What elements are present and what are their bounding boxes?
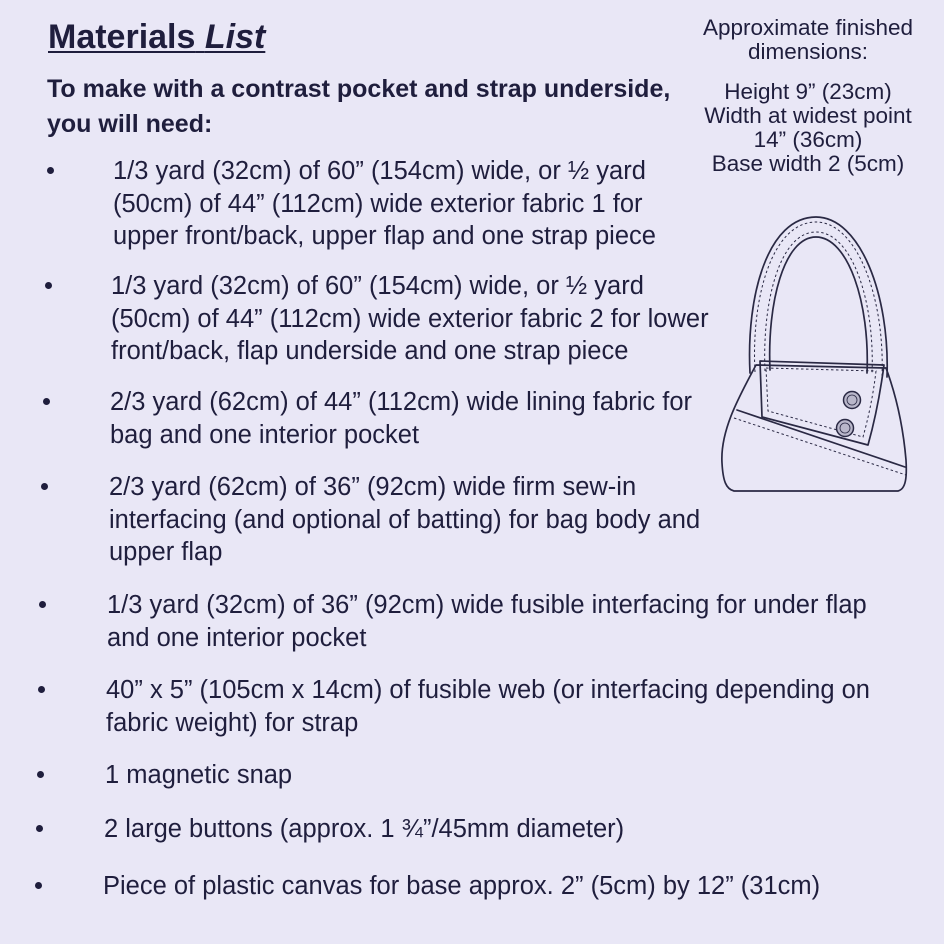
list-item-line: 2/3 yard (62cm) of 44” (112cm) wide lining fabric for bbox=[110, 388, 693, 416]
dimensions-heading-line: Approximate finished bbox=[702, 15, 914, 40]
bullet-dot-icon bbox=[45, 282, 52, 289]
bullet-dot-icon bbox=[37, 771, 44, 778]
list-item bbox=[0, 270, 944, 365]
dimension-base-width: Base width 2 (5cm) bbox=[711, 151, 905, 176]
strap-inner-edge bbox=[770, 237, 868, 373]
list-item-line: 40” x 5” (105cm x 14cm) of fusible web (or interfacing depending on bbox=[106, 676, 870, 704]
dimensions-heading bbox=[690, 16, 926, 64]
bullet-dot-icon bbox=[41, 483, 48, 490]
dimensions-values bbox=[690, 80, 926, 176]
list-item-text bbox=[105, 759, 292, 792]
handbag-icon bbox=[710, 205, 920, 505]
intro-line: To make with a contrast pocket and strap underside, bbox=[47, 75, 671, 103]
list-item-text bbox=[107, 589, 867, 654]
list-item-text bbox=[110, 386, 692, 451]
list-item-text bbox=[109, 471, 700, 569]
list-item-line: Piece of plastic canvas for base approx. 2” (5cm) by 12” (31cm) bbox=[103, 872, 821, 900]
intro-text bbox=[47, 72, 670, 142]
list-item-line: 2/3 yard (62cm) of 36” (92cm) wide firm sew-in bbox=[109, 473, 637, 501]
lower-panel-stitching bbox=[734, 418, 906, 475]
list-item-line: front/back, flap underside and one strap piece bbox=[111, 337, 629, 365]
list-item-line: 2 large buttons (approx. 1 ¾”/45mm diameter) bbox=[104, 815, 625, 843]
list-item bbox=[0, 674, 944, 737]
list-item bbox=[0, 386, 944, 449]
strap-stitching bbox=[765, 232, 873, 374]
dimension-width-label: Width at widest point bbox=[704, 103, 912, 128]
button-icon bbox=[837, 420, 854, 437]
list-item bbox=[0, 589, 944, 652]
list-item-line: upper front/back, upper flap and one strap piece bbox=[113, 222, 656, 250]
list-item bbox=[0, 471, 944, 566]
list-item bbox=[0, 759, 944, 789]
list-item-text bbox=[103, 870, 820, 903]
bullet-dot-icon bbox=[43, 398, 50, 405]
list-item-text bbox=[111, 270, 709, 368]
list-item-line: 1/3 yard (32cm) of 60” (154cm) wide, or ½ yard bbox=[113, 157, 646, 185]
list-item-text bbox=[113, 155, 656, 253]
list-item bbox=[0, 813, 944, 843]
list-item-line: fabric weight) for strap bbox=[106, 708, 359, 737]
bag-body-outline bbox=[722, 365, 906, 491]
dimension-width-value: 14” (36cm) bbox=[753, 127, 863, 152]
bullet-dot-icon bbox=[39, 601, 46, 608]
list-item-line: 1/3 yard (32cm) of 36” (92cm) wide fusible interfacing for under flap bbox=[107, 591, 867, 619]
title-main: Materials bbox=[48, 18, 196, 56]
list-item-line: (50cm) of 44” (112cm) wide exterior fabric 1 for bbox=[113, 189, 643, 218]
button-icon bbox=[844, 392, 861, 409]
list-item bbox=[0, 870, 944, 900]
dimensions-heading-line: dimensions: bbox=[747, 39, 869, 64]
list-item-line: and one interior pocket bbox=[107, 623, 367, 652]
list-item-text bbox=[106, 674, 870, 739]
list-item-line: 1 magnetic snap bbox=[105, 761, 293, 789]
bullet-dot-icon bbox=[47, 167, 54, 174]
title-emphasis: List bbox=[204, 18, 266, 56]
bullet-dot-icon bbox=[35, 882, 42, 889]
list-item-line: 1/3 yard (32cm) of 60” (154cm) wide, or ½ yard bbox=[111, 272, 644, 300]
bullet-dot-icon bbox=[38, 686, 45, 693]
list-item-line: upper flap bbox=[109, 538, 223, 566]
dimension-height: Height 9” (23cm) bbox=[724, 79, 892, 104]
list-item-line: (50cm) of 44” (112cm) wide exterior fabric 2 for lower bbox=[111, 304, 709, 333]
list-item-line: interfacing (and optional of batting) for bag body and bbox=[109, 505, 701, 534]
lower-panel-seam bbox=[737, 410, 905, 467]
page-title bbox=[48, 17, 265, 57]
list-item-line: bag and one interior pocket bbox=[110, 420, 420, 449]
intro-line: you will need: bbox=[47, 110, 213, 138]
bullet-dot-icon bbox=[36, 825, 43, 832]
list-item-text bbox=[104, 813, 624, 846]
